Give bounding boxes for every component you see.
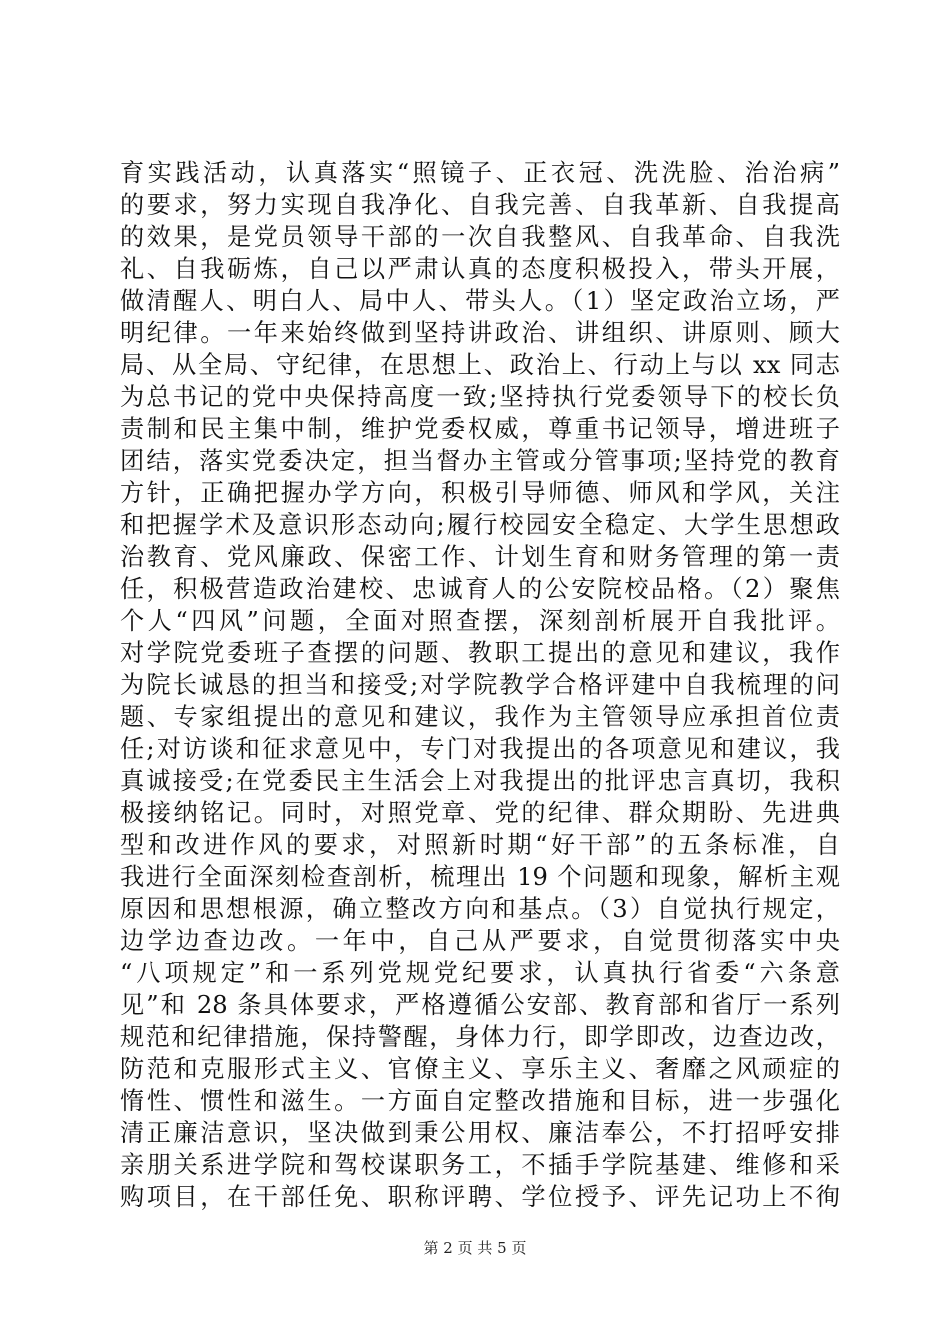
text-line: 的效果，是党员领导干部的一次自我整风、自我革命、自我洗: [120, 223, 840, 251]
text-line: 方针，正确把握办学方向，积极引导师德、师风和学风，关注: [120, 479, 840, 507]
text-line: 真诚接受;在党委民主生活会上对我提出的批评忠言真切，我积: [120, 767, 840, 795]
text-line: 礼、自我砺炼，自己以严肃认真的态度积极投入，带头开展，: [120, 255, 840, 283]
text-line: 极接纳铭记。同时，对照党章、党的纪律、群众期盼、先进典: [120, 799, 840, 827]
text-line: 见”和 28 条具体要求，严格遵循公安部、教育部和省厅一系列: [120, 991, 840, 1019]
text-line: 我进行全面深刻检查剖析，梳理出 19 个问题和现象，解析主观: [120, 863, 840, 891]
text-line: 为院长诚恳的担当和接受;对学院教学合格评建中自我梳理的问: [120, 671, 840, 699]
body-text: [120, 157, 840, 1213]
text-line: 清正廉洁意识，坚决做到秉公用权、廉洁奉公，不打招呼安排: [120, 1119, 840, 1147]
text-line: 明纪律。一年来始终做到坚持讲政治、讲组织、讲原则、顾大: [120, 319, 840, 347]
text-line: 任，积极营造政治建校、忠诚育人的公安院校品格。（2）聚焦: [120, 575, 840, 603]
text-line: 育实践活动，认真落实“照镜子、正衣冠、洗洗脸、治治病”: [120, 159, 840, 187]
page-number-footer: 第 2 页 共 5 页: [423, 1239, 527, 1257]
text-line: 为总书记的党中央保持高度一致;坚持执行党委领导下的校长负: [120, 383, 840, 411]
text-line: 的要求，努力实现自我净化、自我完善、自我革新、自我提高: [120, 191, 840, 219]
text-line: 防范和克服形式主义、官僚主义、享乐主义、奢靡之风顽症的: [120, 1055, 840, 1083]
text-line: 对学院党委班子查摆的问题、教职工提出的意见和建议，我作: [120, 639, 840, 667]
text-line: 边学边查边改。一年中，自己从严要求，自觉贯彻落实中央: [120, 927, 840, 955]
text-line: 原因和思想根源，确立整改方向和基点。（3）自觉执行规定，: [120, 895, 840, 923]
text-line: 局、从全局、守纪律，在思想上、政治上、行动上与以 xx 同志: [120, 351, 840, 379]
text-line: 团结，落实党委决定，担当督办主管或分管事项;坚持党的教育: [120, 447, 840, 475]
text-line: 购项目，在干部任免、职称评聘、学位授予、评先记功上不徇: [120, 1183, 840, 1211]
text-line: 型和改进作风的要求，对照新时期“好干部”的五条标准，自: [120, 831, 840, 859]
text-line: “八项规定”和一系列党规党纪要求，认真执行省委“六条意: [120, 959, 840, 987]
text-line: 个人“四风”问题，全面对照查摆，深刻剖析展开自我批评。: [120, 607, 840, 635]
text-line: 惰性、惯性和滋生。一方面自定整改措施和目标，进一步强化: [120, 1087, 840, 1115]
text-line: 亲朋关系进学院和驾校谋职务工，不插手学院基建、维修和采: [120, 1151, 840, 1179]
text-line: 做清醒人、明白人、局中人、带头人。（1）坚定政治立场，严: [120, 287, 840, 315]
text-line: 任;对访谈和征求意见中，专门对我提出的各项意见和建议，我: [120, 735, 840, 763]
text-line: 和把握学术及意识形态动向;履行校园安全稳定、大学生思想政: [120, 511, 840, 539]
text-line: 题、专家组提出的意见和建议，我作为主管领导应承担首位责: [120, 703, 840, 731]
text-line: 责制和民主集中制，维护党委权威，尊重书记领导，增进班子: [120, 415, 840, 443]
text-line: 治教育、党风廉政、保密工作、计划生育和财务管理的第一责: [120, 543, 840, 571]
text-line: 规范和纪律措施，保持警醒，身体力行，即学即改，边查边改，: [120, 1023, 840, 1051]
